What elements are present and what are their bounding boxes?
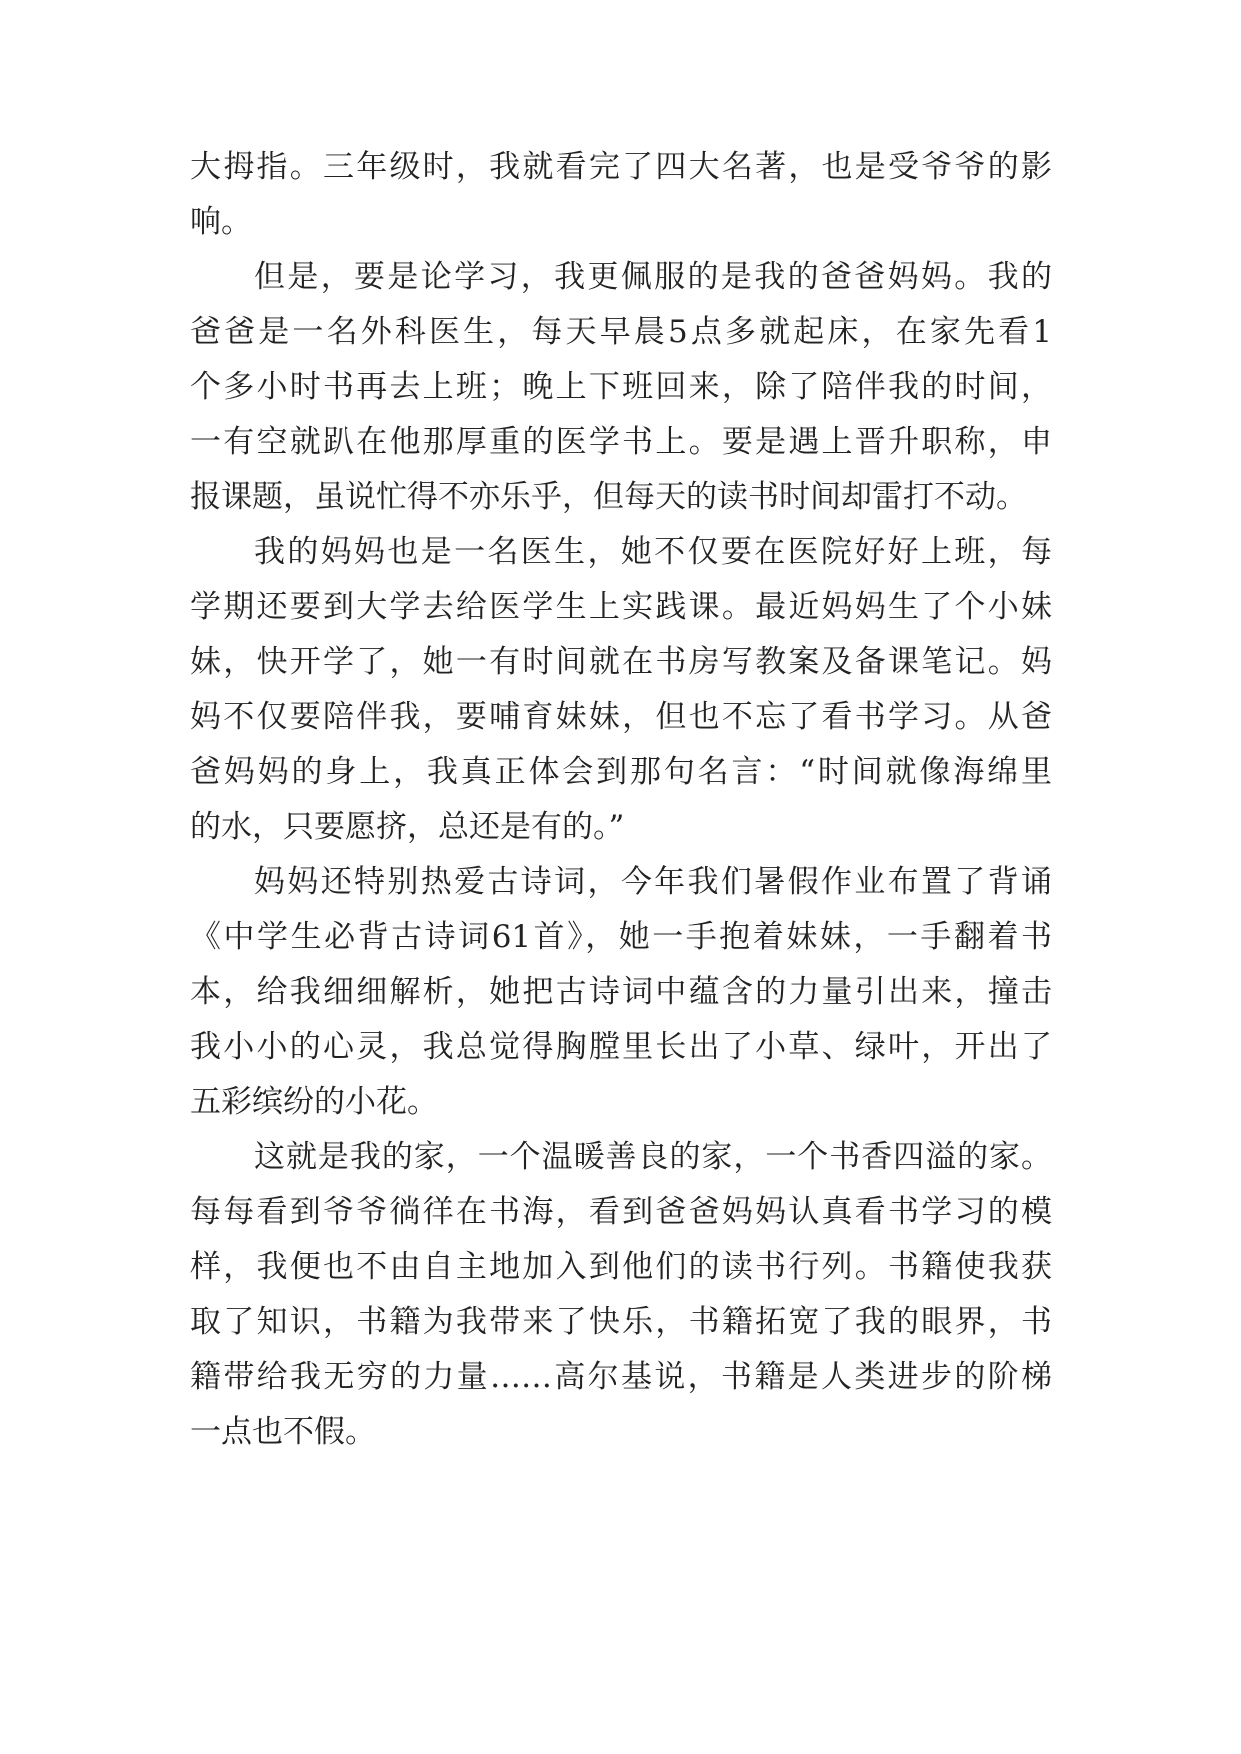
paragraph-first-line: 但是，要是论学习，我更佩服的是我的爸爸妈妈。我的 (254, 259, 1052, 295)
text-line: 爸妈妈的身上，我真正体会到那句名言：“时间就像海绵里 (190, 754, 1052, 790)
paragraph-first-line: 我的妈妈也是一名医生，她不仅要在医院好好上班，每 (254, 534, 1052, 570)
text-line: 妹，快开学了，她一有时间就在书房写教案及备课笔记。妈 (190, 644, 1052, 680)
text-line: 取了知识，书籍为我带来了快乐，书籍拓宽了我的眼界，书 (190, 1304, 1052, 1340)
paragraph-first-line: 妈妈还特别热爱古诗词，今年我们暑假作业布置了背诵 (254, 864, 1052, 900)
text-line: 每每看到爷爷徜徉在书海，看到爸爸妈妈认真看书学习的模 (190, 1194, 1052, 1230)
text-line: 籍带给我无穷的力量……高尔基说，书籍是人类进步的阶梯 (190, 1359, 1052, 1395)
text-line: 一点也不假。 (190, 1414, 376, 1450)
text-line: 的水，只要愿挤，总还是有的。” (190, 809, 625, 845)
text-line: 报课题，虽说忙得不亦乐乎，但每天的读书时间却雷打不动。 (190, 479, 1027, 515)
text-line: 本，给我细细解析，她把古诗词中蕴含的力量引出来，撞击 (190, 974, 1052, 1010)
text-line: 响。 (190, 204, 252, 240)
text-line: 五彩缤纷的小花。 (190, 1084, 438, 1120)
text-line: 我小小的心灵，我总觉得胸膛里长出了小草、绿叶，开出了 (190, 1029, 1052, 1065)
text-line: 个多小时书再去上班；晚上下班回来，除了陪伴我的时间， (190, 369, 1052, 405)
text-line: 爸爸是一名外科医生，每天早晨5点多就起床，在家先看1 (190, 314, 1052, 350)
paragraph-first-line: 这就是我的家，一个温暖善良的家，一个书香四溢的家。 (254, 1139, 1052, 1175)
text-line: 《中学生必背古诗词61首》，她一手抱着妹妹，一手翻着书 (190, 919, 1052, 955)
text-line: 大拇指。三年级时，我就看完了四大名著，也是受爷爷的影 (190, 149, 1052, 185)
text-line: 妈不仅要陪伴我，要哺育妹妹，但也不忘了看书学习。从爸 (190, 699, 1052, 735)
text-line: 一有空就趴在他那厚重的医学书上。要是遇上晋升职称，申 (190, 424, 1052, 460)
text-line: 样，我便也不由自主地加入到他们的读书行列。书籍使我获 (190, 1249, 1052, 1285)
text-line: 学期还要到大学去给医学生上实践课。最近妈妈生了个小妹 (190, 589, 1052, 625)
